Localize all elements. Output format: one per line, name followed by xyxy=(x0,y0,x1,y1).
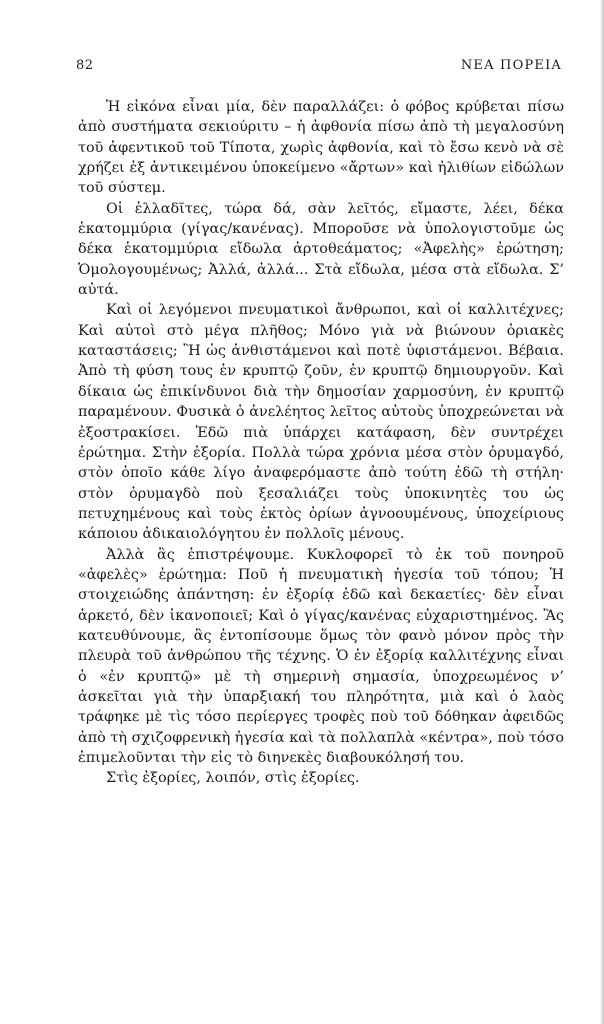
page-number: 82 xyxy=(76,58,94,73)
article-body xyxy=(78,97,564,789)
paragraph: Στὶς ἐξορίες, λοιπόν, στὶς ἐξορίες. xyxy=(106,770,360,787)
paragraph: Καὶ οἱ λεγόμενοι πνευματικοὶ ἄνθρωποι, καὶ οἱ καλλιτέχνες; Καὶ αὐτοὶ στὸ μέγα πλῆθος; Μόνο γιὰ νὰ βιώνουν ὁριακὲς καταστάσεις; Ἢ ὡς ἀνθιστάμενοι καὶ ποτὲ ὑφιστάμενοι. Βέβαια. Ἀπὸ τὴ φύση τους ἐν κρυπτῷ ζοῦν, ἐν κρυπτῷ δημιουργοῦν. Καὶ δίκαια ὡς ἐπικίνδυνοι διὰ τὴν δημοσίαν χαρμοσύνη, ἐν κρυπτῷ παραμένουν. Φυσικὰ ὁ ἀνελέητος λεῖτος αὐτοὺς ὑποχρεώνεται νὰ ἐξοστρακίσει. Ἐδῶ πιὰ ὑπάρχει κατάφαση, δὲν συντρέχει ἐρώτημα. Στὴν ἐξορία. Πολλὰ τώρα χρόνια μέσα στὸν ὀρυμαγδό, στὸν ὁποῖο κάθε λίγο ἀναφερόμαστε ἀπὸ τούτη ἐδῶ τὴ στήλη· στὸν ὀρυμαγδὸ ποὺ ξεσαλιάζει τοὺς ὑποκινητὲς του ὡς πετυχημένους καὶ τοὺς ἐκτὸς ὁρίων ἀγνοουμένους, ὑποχείριους κάποιου ἀδικαιολόγητου ἐν πολλοῖς μένους. xyxy=(78,302,564,543)
paragraph: Οἱ ἐλλαδῖτες, τώρα δά, σὰν λεῖτός, εἴμαστε, λέει, δέκα ἑκατομμύρια (γίγας/κανένας). Μποροῦσε νὰ ὑπολογιστοῦμε ὡς δέκα ἑκατομμύρια εἴδωλα ἀρτοθεάματος; «Ἀφελὴς» ἐρώτηση; Ὁμολογουμένως; Ἀλλά, ἀλλά... Στὰ εἴδωλα, μέσα στὰ εἴδωλα. Σ’ αὐτά. xyxy=(78,200,564,299)
paragraph: Ἡ εἰκόνα εἶναι μία, δὲν παραλλάζει: ὁ φόβος κρύβεται πίσω ἀπὸ συστήματα σεκιούριτυ – ἡ ἀφθονία πίσω ἀπὸ τὴ μεγαλοσύνη τοῦ ἀφεντικοῦ τοῦ Τίποτα, χωρὶς ἀφθονία, καὶ τὸ ἔσω κενὸ νὰ σὲ χρήζει ἐξ ἀντικειμένου ὑποκείμενο «ἄρτων» καὶ ἠλιθίων εἰδώλων τοῦ σύστεμ. xyxy=(78,99,564,197)
running-head xyxy=(76,58,562,78)
journal-title: ΝΕΑ ΠΟΡΕΙΑ xyxy=(460,58,562,73)
page-edge-shadow xyxy=(600,0,604,1024)
paragraph: Ἀλλὰ ἂς ἐπιστρέψουμε. Κυκλοφορεῖ τὸ ἐκ τοῦ πονηροῦ «ἀφελὲς» ἐρώτημα: Ποῦ ἡ πνευματικὴ ἡγεσία τοῦ τόπου; Ἡ στοιχειώδης ἀπάντηση: ἐν ἐξορίᾳ ἐδῶ καὶ δεκαετίες· δὲν εἶναι ἀρκετό, δὲν ἱκανοποιεῖ; Καὶ ὁ γίγας/κανένας εὐχαριστημένος. Ἂς κατευθύνουμε, ἂς ἐντοπίσουμε ὅμως τὸν φανὸ μόνον πρὸς τὴν πλευρὰ τοῦ ἀνθρώπου τῆς τέχνης. Ὁ ἐν ἐξορίᾳ καλλιτέχνης εἶναι ὁ «ἐν κρυπτῷ» μὲ τὴ σημερινὴ σημασία, ὑποχρεωμένος ν’ ἀσκεῖται γιὰ τὴν ὑπαρξιακή του πληρότητα, μιὰ καὶ ὁ λαὸς τράφηκε μὲ τὶς τόσο περίεργες τροφὲς ποὺ τοῦ δόθηκαν ἀφειδῶς ἀπὸ τὴ σχιζοφρενικὴ ἡγεσία καὶ τὰ πολλαπλὰ «κέντρα», ποὺ τόσο ἐπιμελοῦνται τὴν εἰς τὸ διηνεκὲς διαβουκόλησή του. xyxy=(78,546,565,766)
